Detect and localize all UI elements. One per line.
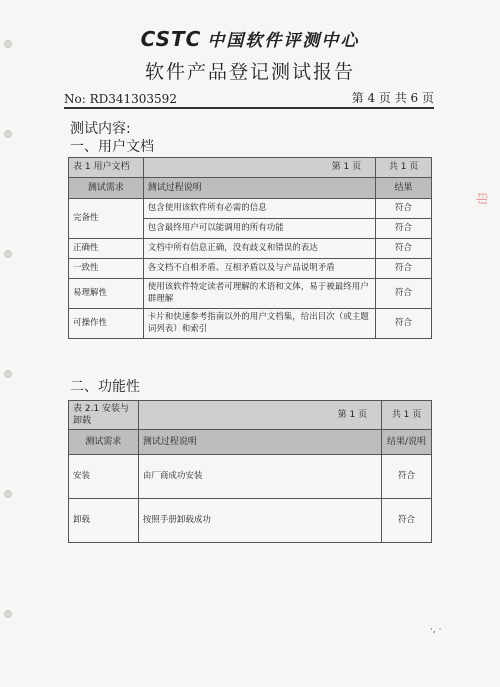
result-cell: 符合 — [376, 199, 432, 219]
col-description: 测试过程说明 — [138, 430, 381, 455]
page-info: 第 4 页 共 6 页 — [351, 91, 434, 105]
req-cell: 安装 — [69, 455, 139, 499]
col-result: 结果/说明 — [382, 430, 432, 455]
result-cell: 符合 — [376, 239, 432, 259]
table-header-row — [69, 178, 432, 199]
desc-cell: 各文档不自相矛盾、互相矛盾以及与产品说明矛盾 — [143, 259, 375, 279]
req-cell: 卸载 — [69, 499, 139, 543]
report-number: No: RD341303592 — [64, 92, 177, 106]
table-header-row — [69, 430, 432, 455]
table-total: 共 1 页 — [376, 158, 432, 178]
result-cell: 符合 — [376, 259, 432, 279]
col-requirement: 测试需求 — [69, 178, 144, 199]
cstc-logo: CSTC — [140, 26, 202, 51]
report-title: 软件产品登记测试报告 — [144, 61, 355, 83]
result-cell: 符合 — [382, 455, 432, 499]
center-name: 中国软件评测中心 — [207, 31, 360, 51]
meta-row — [64, 88, 434, 106]
desc-cell: 文档中所有信息正确，没有歧义和错误的表达 — [143, 239, 375, 259]
col-description: 测试过程说明 — [143, 178, 375, 199]
col-result: 结果 — [376, 178, 432, 199]
binding-hole — [4, 490, 12, 498]
table-row — [69, 455, 432, 499]
binding-hole — [4, 370, 12, 378]
req-cell: 正确性 — [69, 239, 144, 259]
desc-cell: 由厂商成功安装 — [138, 455, 381, 499]
col-requirement: 测试需求 — [69, 430, 139, 455]
desc-cell: 按照手册卸载成功 — [138, 499, 381, 543]
binding-hole — [4, 250, 12, 258]
result-cell: 符合 — [376, 219, 432, 239]
desc-cell: 卡片和快速参考指南以外的用户文档集，给出目次（或主题词列表）和索引 — [143, 309, 375, 339]
section2-heading: 二、功能性 — [70, 379, 140, 395]
desc-cell: 使用该软件特定读者可理解的术语和文体，易于被最终用户群理解 — [143, 279, 375, 309]
section1-heading: 一、用户文档 — [70, 139, 154, 155]
content-heading: 测试内容: — [70, 121, 131, 137]
install-table — [68, 400, 432, 543]
table-title-row — [69, 401, 432, 430]
table-title: 表 1 用户文档 — [69, 158, 144, 178]
report-header — [0, 26, 500, 84]
desc-cell: 包含最终用户可以能调用的所有功能 — [143, 219, 375, 239]
margin-mark: ·, · — [430, 625, 442, 635]
table-row — [69, 239, 432, 259]
req-cell: 完备性 — [69, 199, 144, 239]
table-row — [69, 279, 432, 309]
header-rule — [64, 107, 434, 109]
table-total: 共 1 页 — [382, 401, 432, 430]
req-cell: 易理解性 — [69, 279, 144, 309]
table-row — [69, 199, 432, 219]
table-row — [69, 309, 432, 339]
table-title-row — [69, 158, 432, 178]
req-cell: 可操作性 — [69, 309, 144, 339]
result-cell: 符合 — [376, 279, 432, 309]
table-title: 表 2.1 安装与卸载 — [69, 401, 139, 430]
binding-hole — [4, 130, 12, 138]
table-row — [69, 499, 432, 543]
red-stamp-mark: 印 — [474, 192, 489, 205]
desc-cell: 包含使用该软件所有必需的信息 — [143, 199, 375, 219]
table-row — [69, 259, 432, 279]
user-doc-table — [68, 157, 432, 339]
result-cell: 符合 — [376, 309, 432, 339]
binding-hole — [4, 610, 12, 618]
result-cell: 符合 — [382, 499, 432, 543]
table-page: 第 1 页 — [138, 401, 381, 430]
table-page: 第 1 页 — [143, 158, 375, 178]
req-cell: 一致性 — [69, 259, 144, 279]
